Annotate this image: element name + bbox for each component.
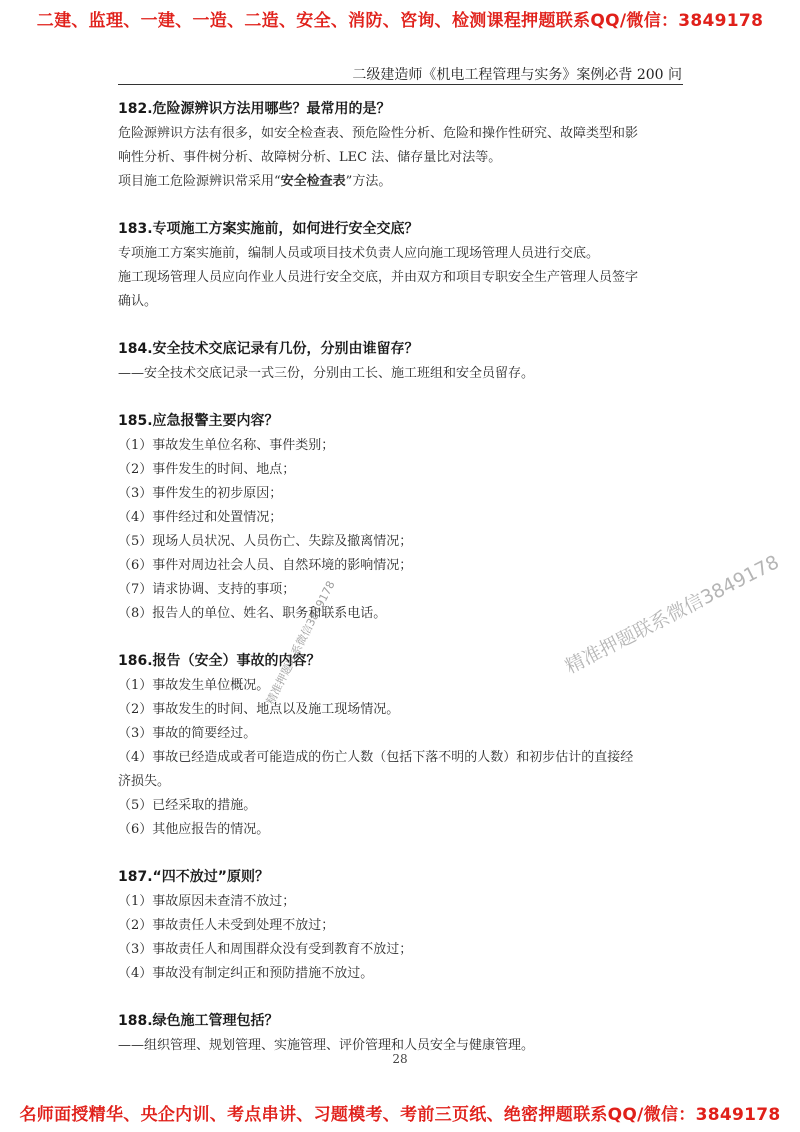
answer-item: （2）事故责任人未受到处理不放过；: [118, 918, 335, 933]
answer-item: （1）事故发生单位概况。: [118, 678, 270, 693]
answer-line: 响性分析、事件树分析、故障树分析、LEC 法、储存量比对法等。: [118, 150, 502, 165]
watermark-large: 精准押题联系微信3849178: [561, 551, 783, 679]
answer-item: （2）事件发生的时间、地点；: [118, 462, 296, 477]
page-number: 28: [392, 1052, 408, 1066]
question-heading: 183.专项施工方案实施前，如何进行安全交底？: [118, 221, 419, 237]
answer-item: （6）其他应报告的情况。: [118, 822, 270, 837]
answer-item: （5）现场人员状况、人员伤亡、失踪及撤离情况；: [118, 534, 413, 549]
answer-line: 危险源辨识方法有很多，如安全检查表、预危险性分析、危险和操作性研究、故障类型和影: [118, 126, 639, 141]
answer-item: （5）已经采取的措施。: [118, 798, 257, 813]
answer-item: （4）事故已经造成或者可能造成的伤亡人数（包括下落不明的人数）和初步估计的直接经: [118, 750, 634, 765]
answer-item: （3）事件发生的初步原因；: [118, 486, 283, 501]
answer-item: （3）事故责任人和周围群众没有受到教育不放过；: [118, 942, 413, 957]
answer-line: 确认。: [118, 294, 158, 309]
qa-block-185: [118, 410, 683, 626]
emphasis-bold-term: 安全检查表: [280, 174, 346, 189]
qa-block-187: [118, 866, 683, 986]
answer-item: （3）事故的简要经过。: [118, 726, 257, 741]
emphasis-prefix: 项目施工危险源辨识常采用“: [118, 174, 281, 189]
question-heading: 188.绿色施工管理包括？: [118, 1013, 279, 1029]
question-heading: 187.“四不放过”原则？: [118, 869, 269, 885]
question-heading: 182.危险源辨识方法用哪些？最常用的是？: [118, 101, 391, 117]
running-header-title: 二级建造师《机电工程管理与实务》案例必背 200 问: [352, 67, 682, 83]
qa-block-183: [118, 218, 683, 314]
answer-item: （4）事故没有制定纠正和预防措施不放过。: [118, 966, 374, 981]
bottom-advertisement-banner: 名师面授精华、央企内训、考点串讲、习题模考、考前三页纸、绝密押题联系QQ/微信：3849178: [19, 1105, 781, 1125]
qa-block-186: [118, 650, 683, 842]
answer-item: （4）事件经过和处置情况；: [118, 510, 283, 525]
answer-line: ——组织管理、规划管理、实施管理、评价管理和人员安全与健康管理。: [118, 1038, 535, 1053]
answer-item: （7）请求协调、支持的事项；: [118, 582, 296, 597]
answer-line: 施工现场管理人员应向作业人员进行安全交底，并由双方和项目专职安全生产管理人员签字: [118, 270, 639, 285]
question-heading: 186.报告（安全）事故的内容？: [118, 653, 321, 669]
question-heading: 185.应急报警主要内容？: [118, 413, 279, 429]
emphasis-suffix: ”方法。: [345, 174, 392, 189]
question-heading: 184.安全技术交底记录有几份，分别由谁留存？: [118, 341, 419, 357]
header-divider: [118, 84, 683, 85]
answer-item: （6）事件对周边社会人员、自然环境的影响情况；: [118, 558, 413, 573]
document-body: [118, 98, 683, 1082]
watermark-small: 精准押题联系微信3849178: [263, 578, 338, 707]
answer-line-emphasis: [118, 170, 683, 194]
answer-item: （2）事故发生的时间、地点以及施工现场情况。: [118, 702, 400, 717]
answer-item: （8）报告人的单位、姓名、职务和联系电话。: [118, 606, 387, 621]
qa-block-182: [118, 98, 683, 194]
answer-item: （1）事故发生单位名称、事件类别；: [118, 438, 335, 453]
qa-block-188: [118, 1010, 683, 1058]
answer-item: （1）事故原因未查清不放过；: [118, 894, 296, 909]
top-advertisement-banner: 二建、监理、一建、一造、二造、安全、消防、咨询、检测课程押题联系QQ/微信：3849178: [36, 11, 764, 31]
answer-line: 专项施工方案实施前，编制人员或项目技术负责人应向施工现场管理人员进行交底。: [118, 246, 600, 261]
answer-item: 济损失。: [118, 774, 171, 789]
qa-block-184: [118, 338, 683, 386]
answer-line: ——安全技术交底记录一式三份，分别由工长、施工班组和安全员留存。: [118, 366, 535, 381]
